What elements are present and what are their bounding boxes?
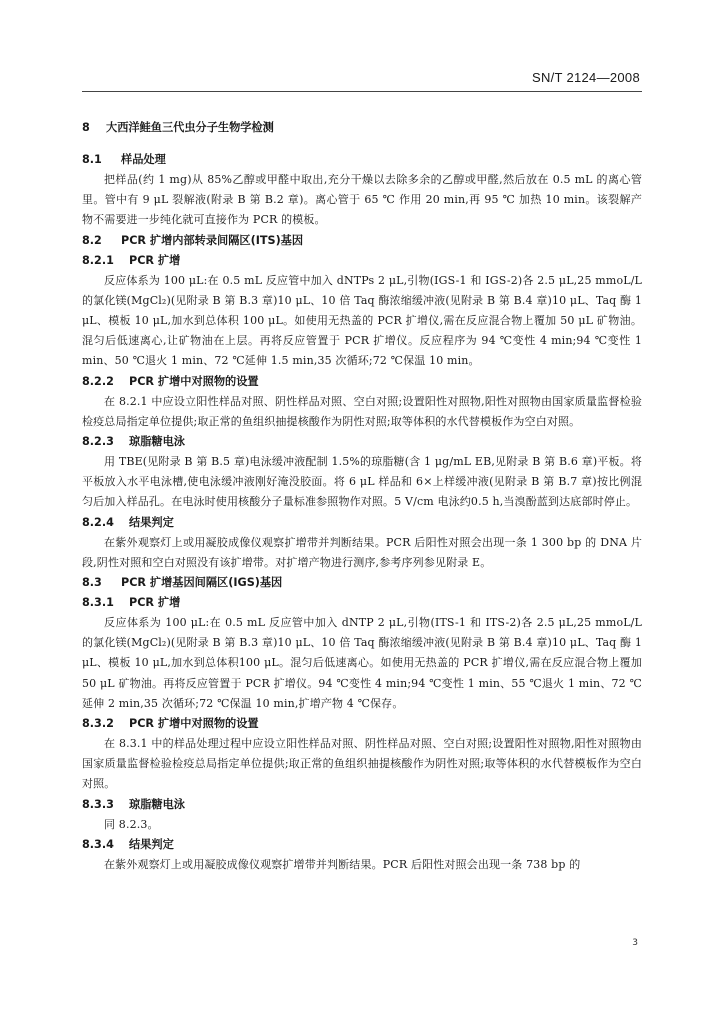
subsubsection-heading: 8.2.3 琼脂糖电泳 <box>82 435 185 449</box>
page-number: 3 <box>632 938 638 948</box>
paragraph: 反应体系为 100 μL:在 0.5 mL 反应管中加入 dNTPs 2 μL,引物(IGS-1 和 IGS-2)各 2.5 μL,25 mmoL/L的氯化镁(MgCl₂)(见附录 B 第 B.3 章)10 μL、10 倍 Taq 酶浓缩缓冲液(见附录 B 第 B.4 章)10 μL、Taq 酶 1 μL、模板 10 μL,加水到总体积 100 μL。如使用无热盖的 PCR 扩增仪,需在反应混合物上覆加 50 μL 矿物油。混匀后低速离心,让矿物油在上层。再将反应管置于 PCR 扩增仪。反应程序为 94 ℃变性 4 min;94 ℃变性 1 min、50 ℃退火 1 min、72 ℃延伸 1.5 min,35 次循环;72 ℃保温 10 min。 <box>82 273 642 368</box>
subsection-heading: 8.2 PCR 扩增内部转录间隔区(ITS)基因 <box>82 233 304 247</box>
subsubsection-heading: 8.3.2 PCR 扩增中对照物的设置 <box>82 717 259 731</box>
paragraph: 用 TBE(见附录 B 第 B.5 章)电泳缓冲液配制 1.5%的琼脂糖(含 1 μg/mL EB,见附录 B 第 B.6 章)平板。将平板放入水平电泳槽,使电泳缓冲液刚好淹没胶面。将 6 μL 样品和 6×上样缓冲液(见附录 B 第 B.7 章)按比例混匀后加入样品孔。在电泳时使用核酸分子量标准参照物作对照。5 V/cm 电泳约0.5 h,当溴酚蓝到达底部时停止。 <box>82 455 642 509</box>
header-rule <box>82 91 642 92</box>
section-heading: 8 大西洋鲑鱼三代虫分子生物学检测 <box>82 121 274 134</box>
paragraph: 在 8.2.1 中应设立阳性样品对照、阴性样品对照、空白对照;设置阳性对照物,阳性对照物由国家质量监督检验检疫总局指定单位提供;取正常的鱼组织抽提核酸作为阴性对照;取等体积的水代替模板作为空白对照。 <box>82 394 642 428</box>
subsubsection-heading: 8.3.1 PCR 扩增 <box>82 596 181 610</box>
document-body <box>82 118 642 875</box>
subsection-heading: 8.1 样品处理 <box>82 153 166 166</box>
subsubsection-heading: 8.3.3 琼脂糖电泳 <box>82 797 185 811</box>
paragraph: 反应体系为 100 μL:在 0.5 mL 反应管中加入 dNTP 2 μL,引物(ITS-1 和 ITS-2)各 2.5 μL,25 mmoL/L的氯化镁(MgCl₂)(见附录 B 第 B.3 章)10 μL、10 倍 Taq 酶浓缩缓冲液(见附录 B 第 B.4 章)10 μL、Taq 酶 1 μL、模板 10 μL,加水到总体积100 μL。混匀后低速离心。如使用无热盖的 PCR 扩增仪,需在反应混合物上覆加 50 μL 矿物油。再将反应管置于 PCR 扩增仪。94 ℃变性 4 min;94 ℃变性 1 min、55 ℃退火 1 min、72 ℃延伸 2 min,35 次循环;72 ℃保温 10 min,扩增产物 4 ℃保存。 <box>82 616 642 710</box>
paragraph: 在紫外观察灯上或用凝胶成像仪观察扩增带并判断结果。PCR 后阳性对照会出现一条 1 300 bp 的 DNA 片段,阴性对照和空白对照没有该扩增带。对扩增产物进行测序,参考序列参见附录 E。 <box>82 535 642 569</box>
paragraph: 把样品(约 1 mg)从 85%乙醇或甲醛中取出,充分干燥以去除多余的乙醇或甲醛,然后放在 0.5 mL 的离心管里。管中有 9 μL 裂解液(附录 B 第 B.2 章)。离心管于 65 ℃ 作用 20 min,再 95 ℃ 加热 10 min。该裂解产物不需要进一步纯化就可直接作为 PCR 的模板。 <box>82 173 642 227</box>
subsubsection-heading: 8.2.1 PCR 扩增 <box>82 253 181 267</box>
subsection-heading: 8.3 PCR 扩增基因间隔区(IGS)基因 <box>82 576 283 590</box>
subsubsection-heading: 8.2.4 结果判定 <box>82 515 174 529</box>
paragraph: 在紫外观察灯上或用凝胶成像仪观察扩增带并判断结果。PCR 后阳性对照会出现一条 738 bp 的 <box>104 857 581 871</box>
standard-code: SN/T 2124—2008 <box>531 70 640 85</box>
subsubsection-heading: 8.3.4 结果判定 <box>82 837 174 851</box>
paragraph: 同 8.2.3。 <box>104 817 159 831</box>
subsubsection-heading: 8.2.2 PCR 扩增中对照物的设置 <box>82 374 259 388</box>
paragraph: 在 8.3.1 中的样品处理过程中应设立阳性样品对照、阴性样品对照、空白对照;设置阳性对照物,阳性对照物由国家质量监督检验检疫总局指定单位提供;取正常的鱼组织抽提核酸作为阴性对照;取等体积的水代替模板作为空白对照。 <box>82 737 642 791</box>
